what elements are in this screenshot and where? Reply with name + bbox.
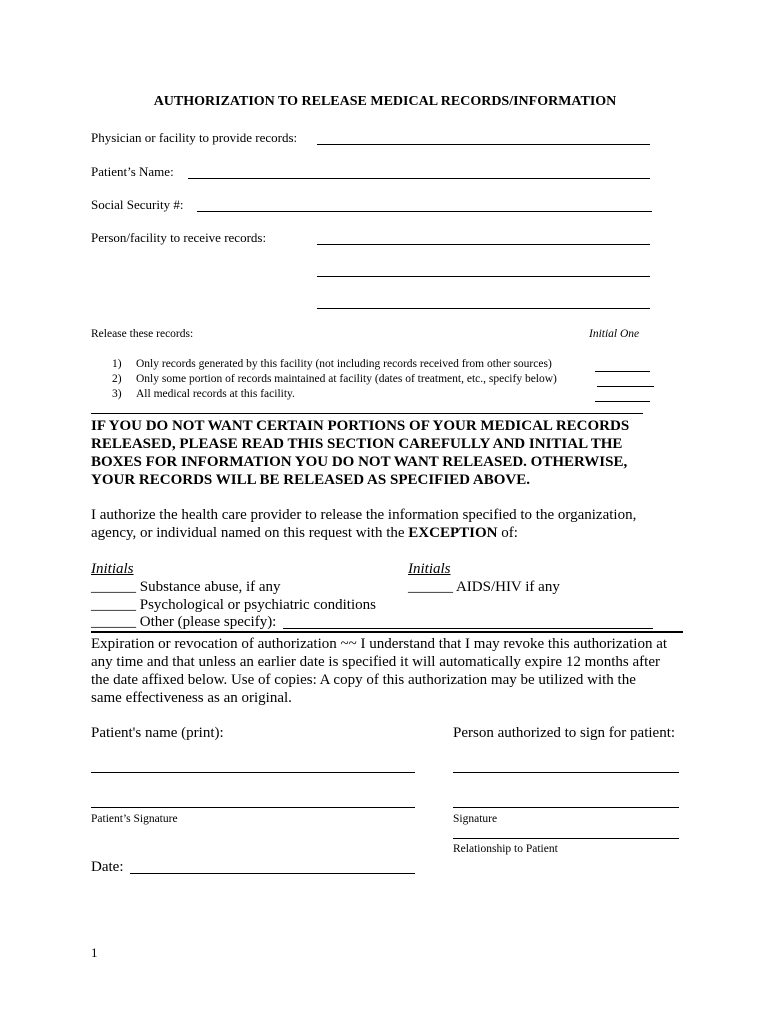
exception-other-blank[interactable]: ______	[91, 614, 136, 630]
exception-substance-blank[interactable]: ______	[91, 579, 136, 595]
option-2-num: 2)	[112, 373, 122, 385]
authorized-person-field[interactable]	[453, 772, 679, 773]
option-2-text: Only some portion of records maintained at facility (dates of treatment, etc., specify below)	[136, 373, 557, 385]
relationship-field[interactable]	[453, 838, 679, 839]
expiration-line-2: any time and that unless an earlier date is specified it will automatically expire 12 months after	[91, 654, 660, 670]
exception-substance-label: Substance abuse, if any	[139, 579, 281, 595]
warning-line-1: IF YOU DO NOT WANT CERTAIN PORTIONS OF YOUR MEDICAL RECORDS	[91, 418, 630, 434]
patient-signature-field[interactable]	[91, 807, 415, 808]
ssn-label: Social Security #:	[91, 197, 184, 212]
expiration-line-4: same effectiveness as an original.	[91, 690, 292, 706]
receiver-field-1[interactable]	[317, 244, 650, 245]
expiration-line-3: the date affixed below. Use of copies: A copy of this authorization may be utilized with the	[91, 672, 636, 688]
patient-name-field[interactable]	[188, 178, 650, 179]
exception-psych-blank[interactable]: ______	[91, 597, 136, 613]
patient-print-label: Patient's name (print):	[91, 725, 224, 741]
physician-label: Physician or facility to provide records:	[91, 130, 298, 145]
date-field[interactable]	[130, 873, 415, 874]
initial-one-label: Initial One	[589, 328, 640, 340]
exception-aids[interactable]	[408, 579, 560, 596]
warning-line-2: RELEASED, PLEASE READ THIS SECTION CAREFULLY AND INITIAL THE	[91, 436, 623, 452]
exception-divider	[91, 631, 683, 633]
receiver-field-3[interactable]	[317, 308, 650, 309]
exception-psych-label: Psychological or psychiatric conditions	[139, 597, 376, 613]
authorize-suffix: of:	[501, 525, 518, 541]
section-divider	[91, 413, 643, 414]
exception-aids-label: AIDS/HIV if any	[455, 579, 560, 595]
exception-other-label: Other (please specify):	[139, 614, 277, 630]
option-1-initial[interactable]	[595, 371, 650, 372]
option-1-num: 1)	[112, 358, 122, 370]
initials-right-heading: Initials	[408, 561, 451, 577]
option-3-initial[interactable]	[595, 401, 650, 402]
initials-left-heading: Initials	[91, 561, 134, 577]
exception-other[interactable]	[91, 614, 276, 631]
exception-substance[interactable]	[91, 579, 281, 596]
page-title: AUTHORIZATION TO RELEASE MEDICAL RECORDS/INFORMATION	[153, 94, 617, 109]
release-label: Release these records:	[91, 328, 194, 340]
date-label: Date:	[91, 859, 124, 875]
authorize-line-1: I authorize the health care provider to release the information specified to the organization,	[91, 507, 637, 523]
page-number: 1	[91, 945, 98, 960]
exception-psych[interactable]	[91, 597, 376, 614]
warning-line-4: YOUR RECORDS WILL BE RELEASED AS SPECIFIED ABOVE.	[91, 472, 531, 488]
relationship-label: Relationship to Patient	[453, 843, 558, 855]
option-1-text: Only records generated by this facility (not including records received from other sources)	[136, 358, 552, 370]
option-2-initial[interactable]	[597, 386, 654, 387]
exception-aids-blank[interactable]: ______	[408, 579, 453, 595]
patient-name-label: Patient’s Name:	[91, 164, 174, 179]
receiver-field-2[interactable]	[317, 276, 650, 277]
authorize-line-2	[91, 525, 518, 542]
patient-signature-label: Patient’s Signature	[91, 813, 178, 825]
warning-line-3: BOXES FOR INFORMATION YOU DO NOT WANT RELEASED. OTHERWISE,	[91, 454, 628, 470]
receiver-label: Person/facility to receive records:	[91, 230, 267, 245]
option-3-num: 3)	[112, 388, 122, 400]
authorize-prefix: agency, or individual named on this request with the	[91, 525, 405, 541]
signature-field[interactable]	[453, 807, 679, 808]
physician-field[interactable]	[317, 144, 650, 145]
patient-print-field[interactable]	[91, 772, 415, 773]
option-3-text: All medical records at this facility.	[136, 388, 295, 400]
authorized-person-label: Person authorized to sign for patient:	[453, 725, 676, 741]
ssn-field[interactable]	[197, 211, 652, 212]
signature-label: Signature	[453, 813, 498, 825]
exception-other-field[interactable]	[283, 628, 653, 629]
authorize-exception: EXCEPTION	[408, 525, 498, 541]
expiration-line-1: Expiration or revocation of authorization ~~ I understand that I may revoke this authorization at	[91, 636, 668, 652]
